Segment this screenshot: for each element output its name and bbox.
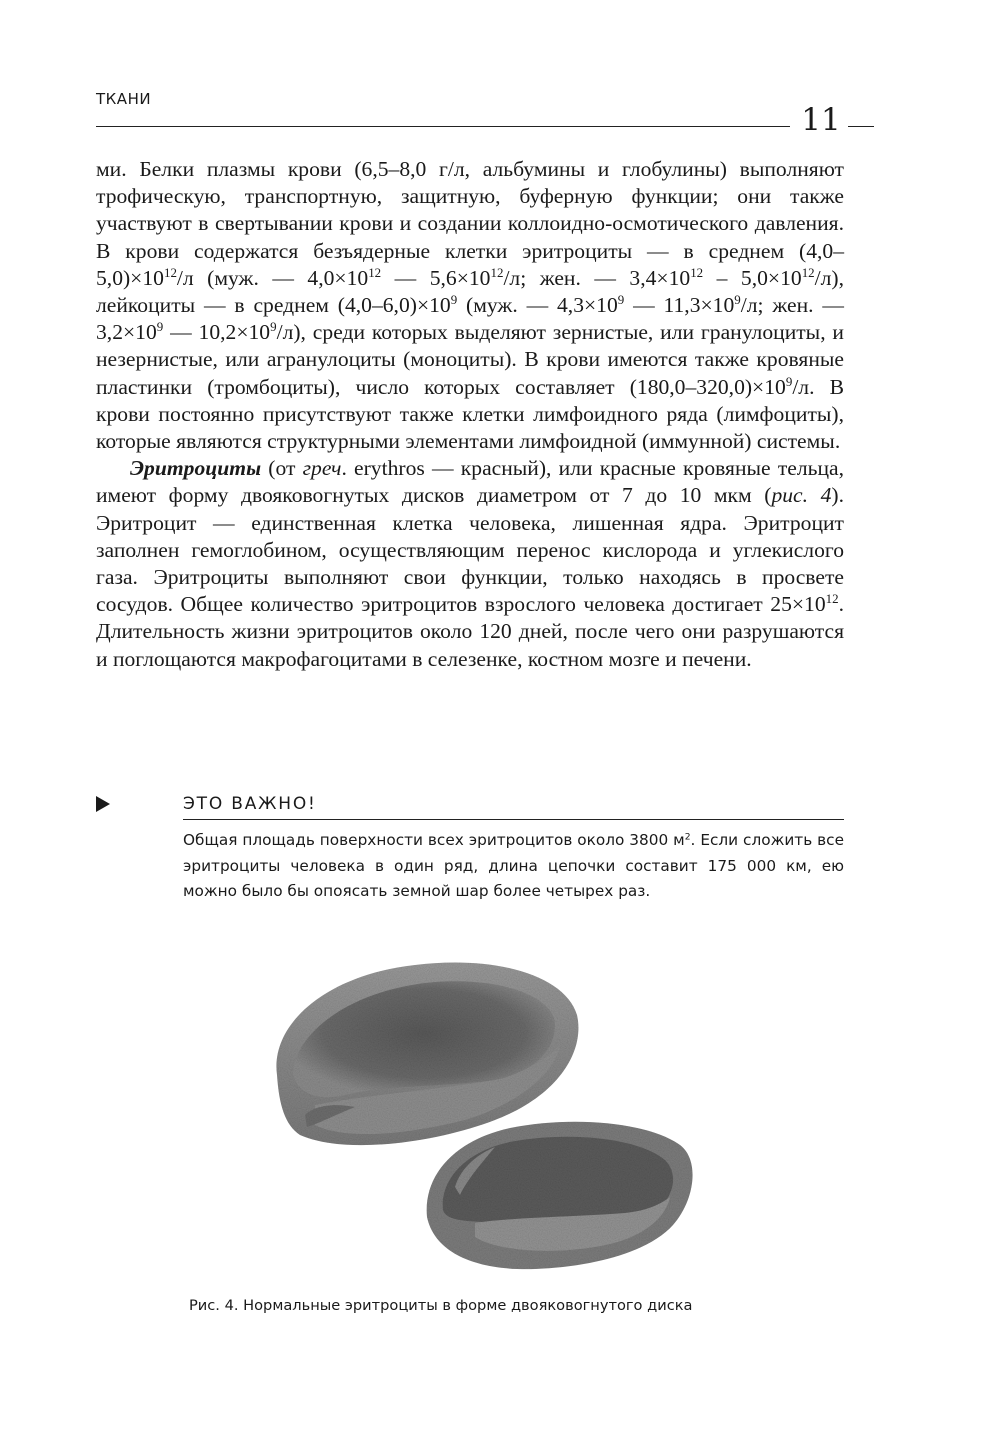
callout-rule (183, 819, 844, 820)
erythrocytes-figure (255, 955, 715, 1280)
figure-caption: Рис. 4. Нормальные эритроциты в форме двояковогнутого диска (189, 1297, 693, 1314)
body-text (96, 156, 844, 673)
paragraph-erythrocytes: Эритроциты (от греч. erythros — красный), или красные кровяные тельца, имеют форму двояковогнутых дисков диаметром от 7 до 10 мкм (рис. 4). Эритроцит — единственная клетка человека, лишенная ядра. Эритроцит заполнен гемоглобином, осуществляющим перенос кислорода и углекислого газа. Эритроциты выполняют свои функции, только находясь в просвете сосудов. Общее количество эритроцитов взрослого человека достигает $25\times 10^{12}$. Длительность жизни эритроцитов около 120 дней, после чего они разрушаются и поглощаются макрофагоцитами в селезенке, костном мозге и печени. (96, 456, 845, 671)
erythrocyte-upper (276, 962, 578, 1145)
erythrocyte-lower (427, 1122, 693, 1269)
paragraph-blood-composition: ми. Белки плазмы крови (6,5–8,0 г/л, альбумины и глобулины) выполняют трофическую, транспортную, защитную, буферную функции; они также участвуют в свертывании крови и создании коллоидно-осмотического давления. В крови содержатся безъядерные клетки эритроциты — в среднем $(4,0-5,0)\times 10^{12}/л$ (муж. — $4,0\times 10^{12}$ — $5,6\times 10^{12}/л$; жен. — $3,4\times 10^{12} - 5,0\times 10^{12}/л$), лейкоциты — в среднем $(4,0-6,0)\times 10^9$ (муж. — $4,3\times 10^9$ — $11,3\times 10^9/л$; жен. — $3,2\times 10^9$ — $10,2\times 10^9/л$), среди которых выделяют зернистые, или гранулоциты, и незернистые, или агранулоциты (моноциты). В крови имеются также кровяные пластинки (тромбоциты), число которых составляет $(180,0-320,0)\times 10^9/л$. В крови постоянно присутствуют также клетки лимфоидного ряда (лимфоциты), которые являются структурными элементами лимфоидной (иммунной) системы. (96, 157, 845, 454)
header-rule-right (848, 126, 874, 127)
term-erythrocytes: Эритроциты (130, 456, 262, 481)
page-number: 11 (801, 102, 841, 138)
figure-reference: рис. 4 (771, 483, 832, 508)
callout-text: Общая площадь поверхности всех эритроцитов около 3800 $м^2$. Если сложить все эритроциты человека в один ряд, длина цепочки составит 175 000 км, ею можно было бы опоясать земной шар более четырех раз. (183, 831, 844, 900)
callout-title: ЭТО ВАЖНО! (183, 794, 317, 814)
running-head-section: ТКАНИ (96, 90, 152, 108)
triangle-arrow-icon (96, 796, 110, 812)
header-rule (96, 126, 790, 127)
